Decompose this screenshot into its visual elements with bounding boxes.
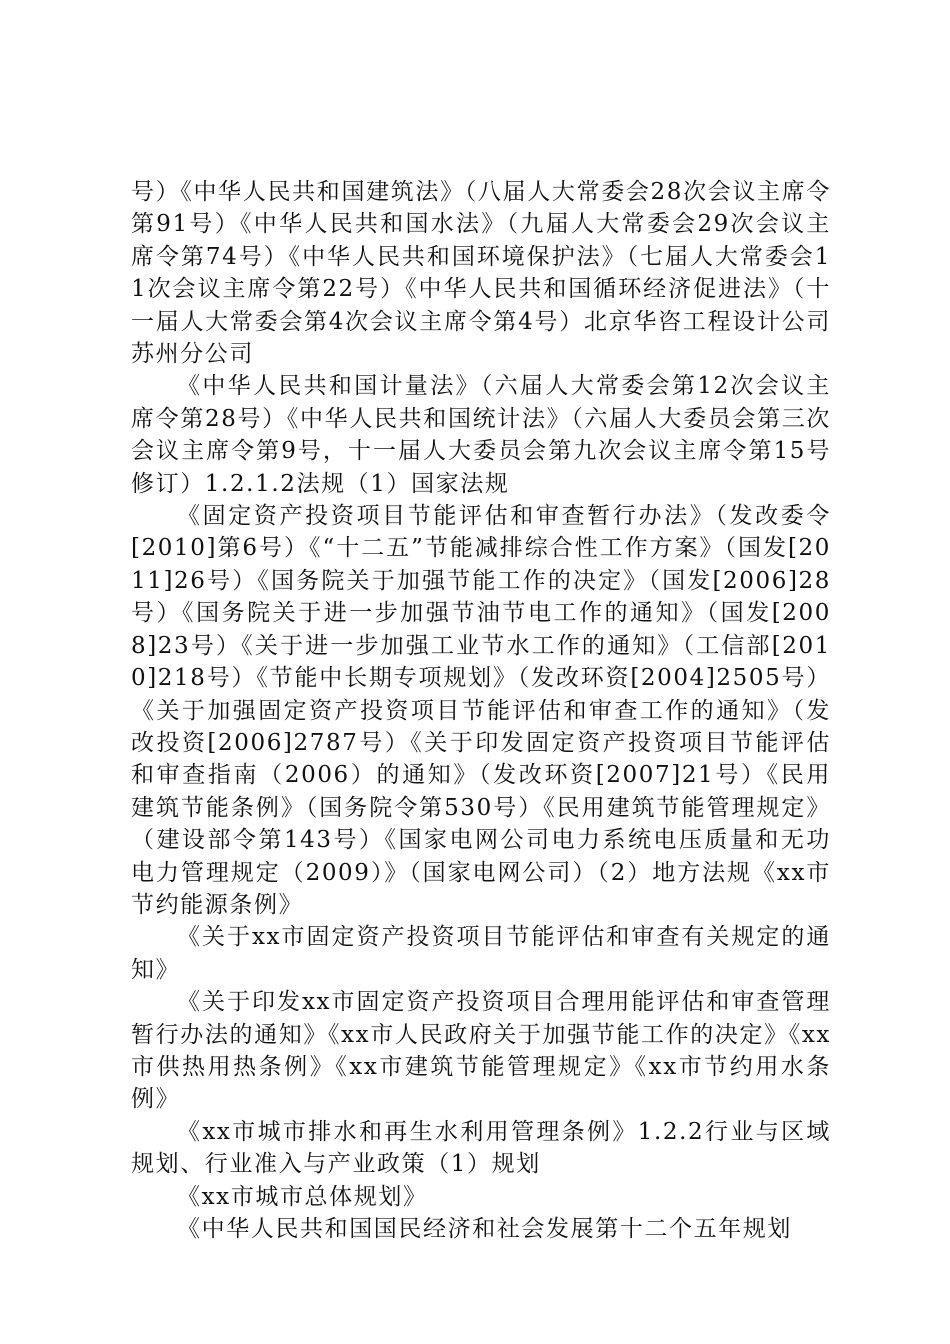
paragraph-5: 《关于印发xx市固定资产投资项目合理用能评估和审查管理暂行办法的通知》《xx市人民政府关于加强节能工作的决定》《xx市供热用热条例》《xx市建筑节能管理规定》《xx市节约用水条例》 [131,989,831,1113]
paragraph-1: 号）《中华人民共和国建筑法》（八届人大常委会28次会议主席令第91号）《中华人民共和国水法》（九届人大常委会29次会议主席令第74号）《中华人民共和国环境保护法》（七届人大常委会11次会议主席令第22号）《中华人民共和国循环经济促进法》（十一届人大常委会第4次会议主席令第4号）北京华咨工程设计公司苏州分公司 [131,179,831,368]
paragraph-3: 《固定资产投资项目节能评估和审查暂行办法》（发改委令[2010]第6号）《“十二五”节能减排综合性工作方案》（国发[2011]26号）《国务院关于加强节能工作的决定》（国发[2006]28号）《国务院关于进一步加强节油节电工作的通知》（国发[2008]23号）《关于进一步加强工业节水工作的通知》（工信部[2010]218号）《节能中长期专项规划》（发改环资[2004]2505号）《关于加强固定资产投资项目节能评估和审查工作的通知》（发改投资[2006]2787号）《关于印发固定资产投资项目节能评估和审查指南（2006）的通知》（发改环资[2007]21号）《民用建筑节能条例》（国务院令第530号）《民用建筑节能管理规定》（建设部令第143号）《国家电网公司电力系统电压质量和无功电力管理规定（2009）》（国家电网公司）（2）地方法规《xx市节约能源条例》 [131,503,831,918]
paragraph-2: 《中华人民共和国计量法》（六届人大常委会第12次会议主席令第28号）《中华人民共和国统计法》（六届人大委员会第三次会议主席令第9号，十一届人大委员会第九次会议主席令第15号修订）1.2.1.2法规（1）国家法规 [131,373,831,497]
paragraph-6: 《xx市城市排水和再生水利用管理条例》1.2.2行业与区域规划、行业准入与产业政策（1）规划 [131,1118,831,1178]
paragraph-8: 《中华人民共和国国民经济和社会发展第十二个五年规划 [177,1216,792,1242]
paragraph-7: 《xx市城市总体规划》 [177,1183,428,1210]
paragraph-4: 《关于xx市固定资产投资项目节能评估和审查有关规定的通知》 [131,924,831,983]
document-body [131,176,831,1245]
